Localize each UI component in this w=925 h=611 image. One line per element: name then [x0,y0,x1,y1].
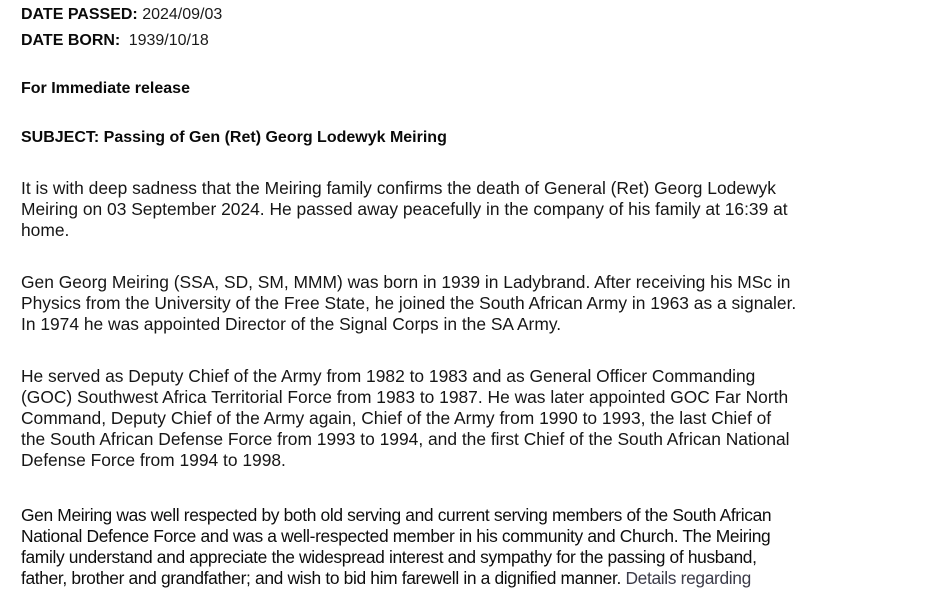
paragraph-line: Defense Force from 1994 to 1998. [21,450,286,470]
paragraph-service-history [21,366,911,471]
paragraph-line: It is with deep sadness that the Meiring family confirms the death of General (Ret) Georg Lodewyk [21,178,776,198]
date-passed-label: DATE PASSED: [21,6,138,23]
paragraph-line: family understand and appreciate the widespread interest and sympathy for the passing of husband, [21,547,757,567]
date-born-row [21,32,209,50]
paragraph-line-text: father, brother and grandfather; and wish to bid him farewell in a dignified manner. [21,568,621,588]
paragraph-biography [21,272,911,335]
paragraph-line: National Defence Force and was a well-respected member in his community and Church. The Meiring [21,526,771,546]
paragraph-line: He served as Deputy Chief of the Army from 1982 to 1983 and as General Officer Commanding [21,366,756,386]
date-born-label: DATE BORN: [21,32,121,49]
paragraph-line: Meiring on 03 September 2024. He passed away peacefully in the company of his family at 16:39 at [21,199,788,219]
paragraph-community-farewell [21,505,911,589]
date-passed-row [21,6,222,24]
paragraph-line: In 1974 he was appointed Director of the Signal Corps in the SA Army. [21,314,562,334]
paragraph-line [21,568,911,589]
release-line: For Immediate release [21,80,190,97]
date-passed-value: 2024/09/03 [142,6,223,23]
paragraph-line: Gen Georg Meiring (SSA, SD, SM, MMM) was born in 1939 in Ladybrand. After receiving his MSc in [21,272,791,292]
paragraph-death-announcement [21,178,911,241]
paragraph-line: Command, Deputy Chief of the Army again, Chief of the Army from 1990 to 1993, the last Chief of [21,408,772,428]
paragraph-line: Physics from the University of the Free State, he joined the South African Army in 1963 as a signaler. [21,293,797,313]
date-born-value: 1939/10/18 [128,32,209,49]
paragraph-line: Gen Meiring was well respected by both old serving and current serving members of the South African [21,505,772,525]
paragraph-line: home. [21,220,70,240]
subject-line: SUBJECT: Passing of Gen (Ret) Georg Lodewyk Meiring [21,129,447,146]
paragraph-line: the South African Defense Force from 1993 to 1994, and the first Chief of the South African National [21,429,790,449]
paragraph-line: (GOC) Southwest Africa Territorial Force from 1983 to 1987. He was later appointed GOC Far North [21,387,789,407]
paragraph-trailing-text: Details regarding [625,568,751,588]
